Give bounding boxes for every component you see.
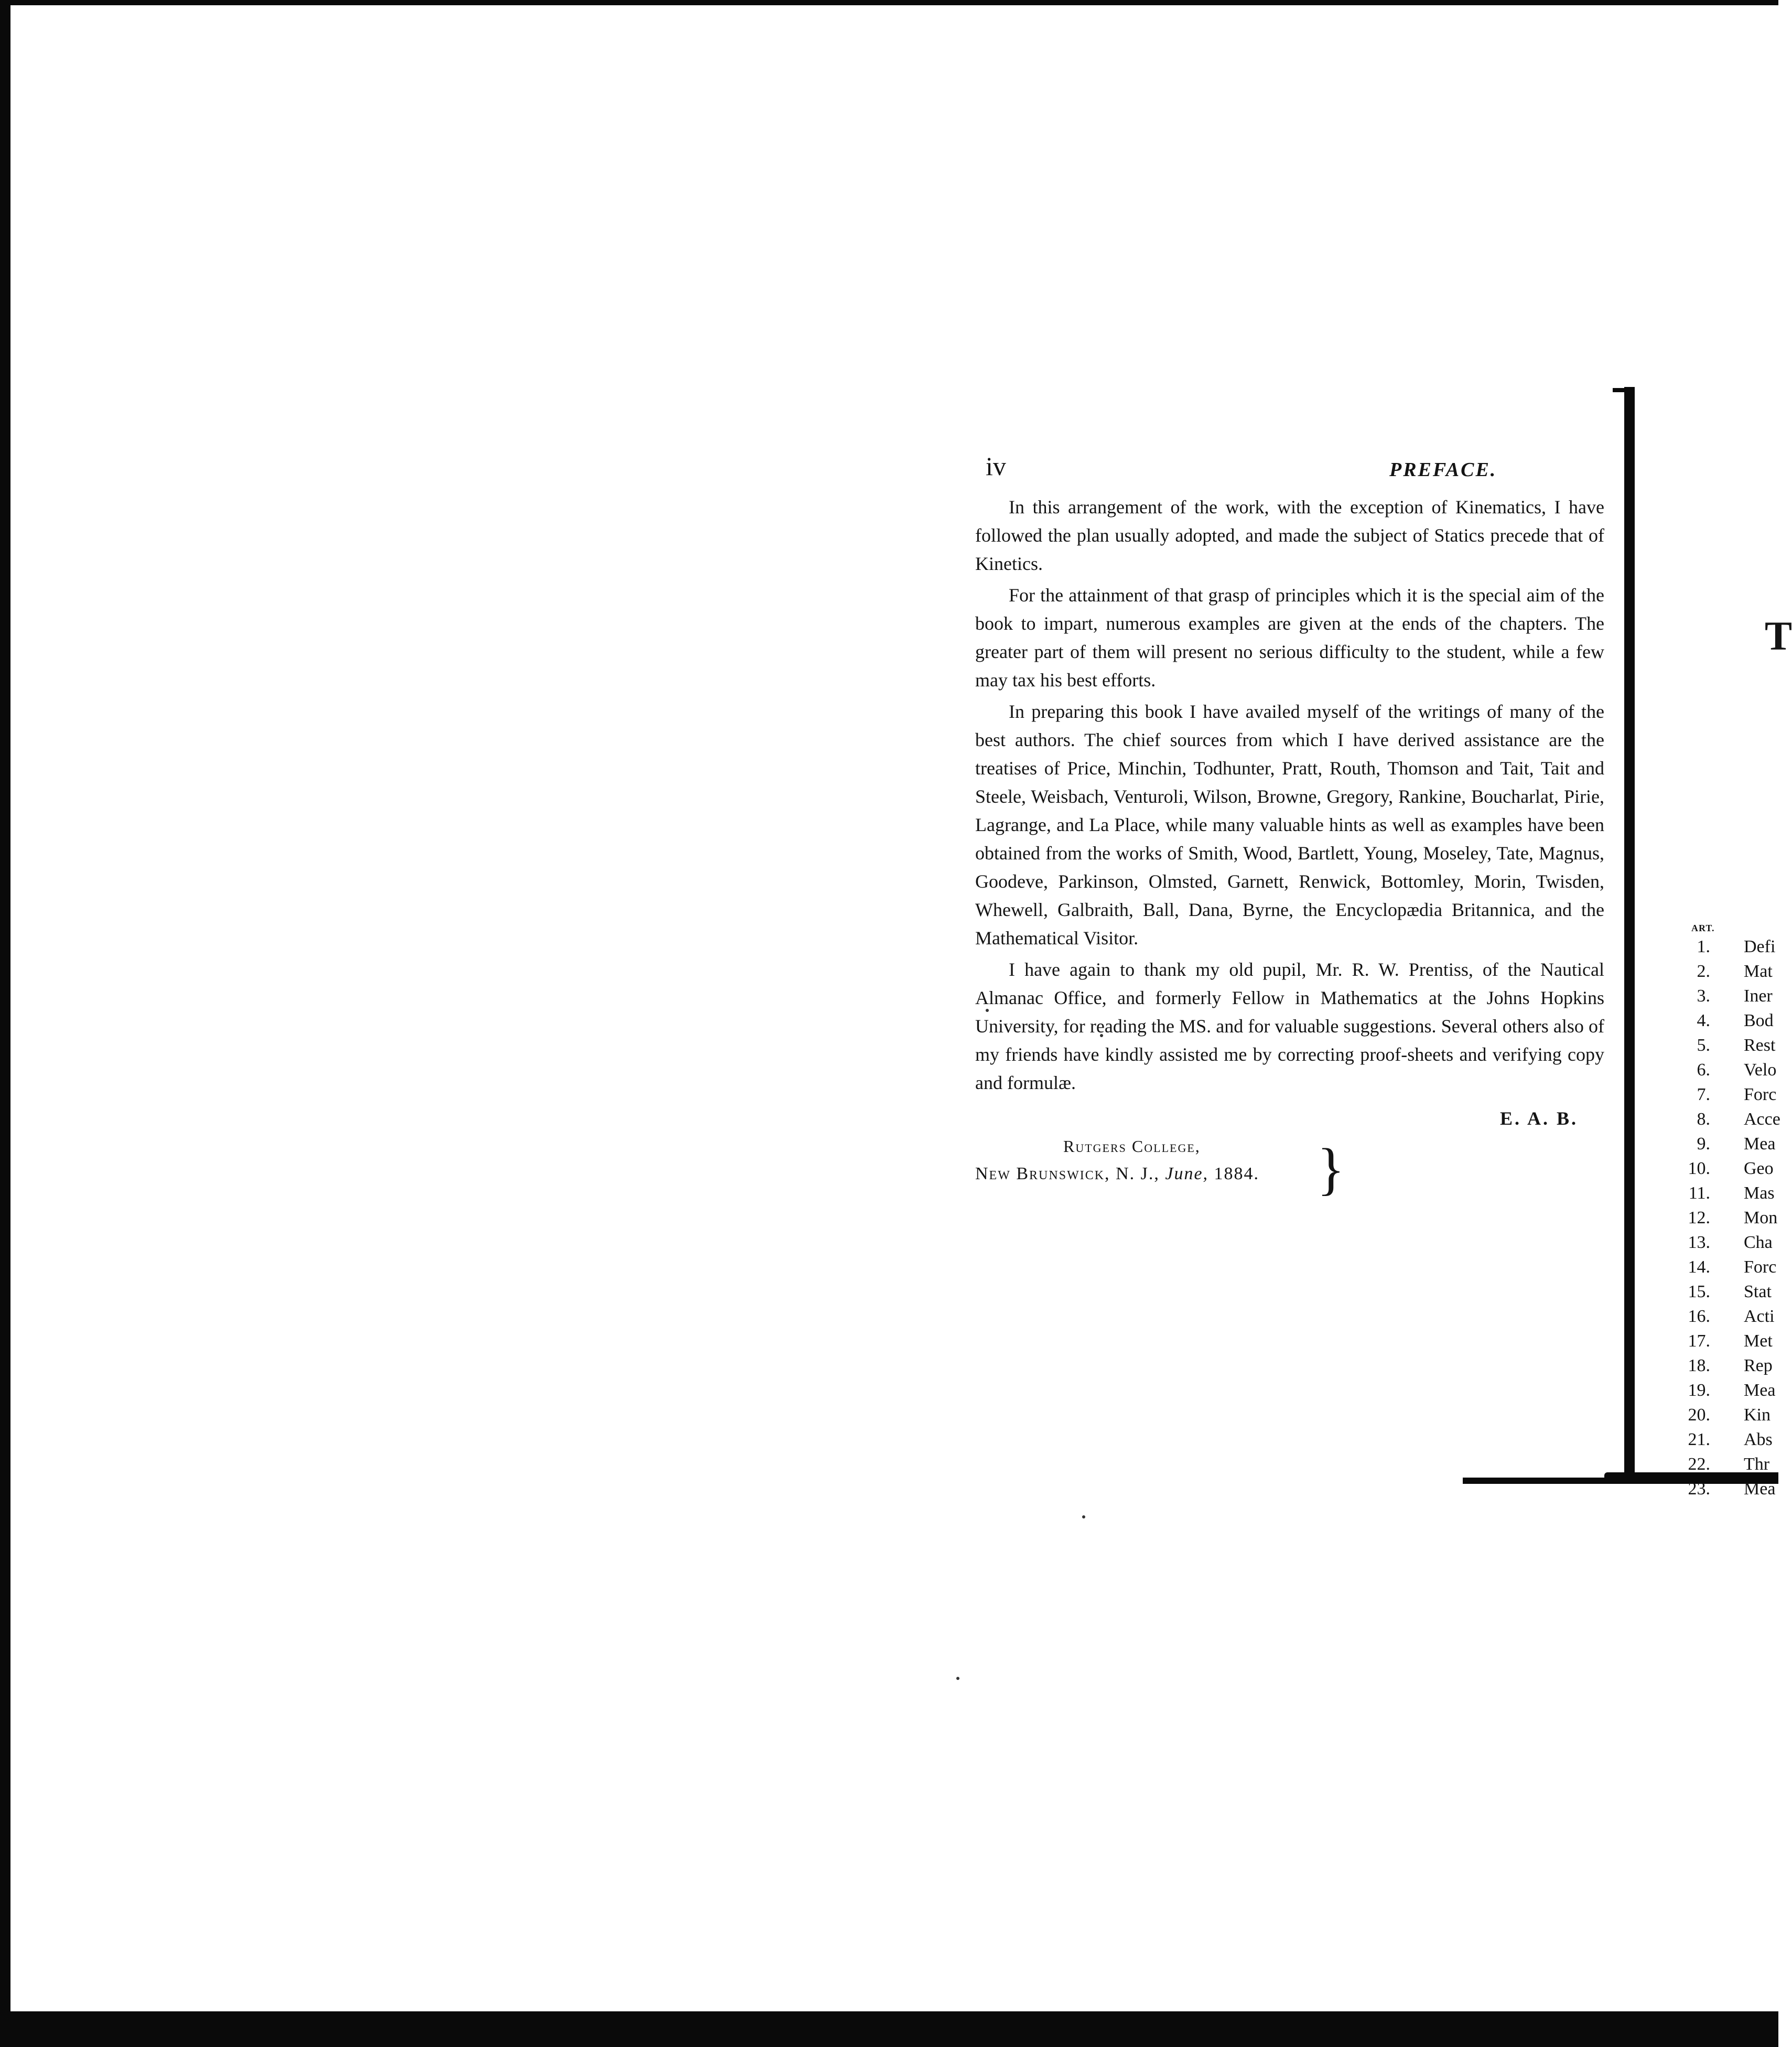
toc-text: Mea bbox=[1744, 1134, 1776, 1154]
paragraph: I have again to thank my old pupil, Mr. R. W. Prentiss, of the Nautical Almanac Office, and formerly Fellow in Mathematics at the Johns Hopkins University, for reading the MS. and for valuable suggestions. Several others also of my friends have kindly assisted me by correcting proof-sheets and verifying copy and formulæ. bbox=[975, 959, 1604, 1093]
place-and-date bbox=[975, 1137, 1615, 1200]
toc-entry bbox=[1678, 1479, 1778, 1504]
toc-text: Mas bbox=[1744, 1183, 1775, 1203]
paragraph: In this arrangement of the work, with the exception of Kinematics, I have followed the plan usually adopted, and made the subject of Statics precede that of Kinetics. bbox=[975, 497, 1604, 574]
toc-entry bbox=[1678, 1282, 1778, 1307]
toc-text: Bod bbox=[1744, 1011, 1774, 1030]
toc-number: 12. bbox=[1688, 1208, 1710, 1227]
toc-number: 16. bbox=[1688, 1307, 1710, 1326]
toc-number: 14. bbox=[1688, 1257, 1710, 1277]
toc-entry bbox=[1678, 1011, 1778, 1036]
toc-number: 3. bbox=[1697, 986, 1710, 1006]
toc-text: Velo bbox=[1744, 1060, 1777, 1080]
toc-text: Forc bbox=[1744, 1085, 1777, 1104]
toc-number: 1. bbox=[1697, 937, 1710, 956]
toc-number: 23. bbox=[1688, 1479, 1710, 1499]
toc-number: 13. bbox=[1688, 1233, 1710, 1252]
left-page bbox=[975, 440, 1615, 1200]
place-line-city-date bbox=[975, 1164, 1259, 1184]
scan-border-top bbox=[0, 0, 1778, 5]
brace-symbol: } bbox=[1317, 1137, 1345, 1201]
toc-number: 9. bbox=[1697, 1134, 1710, 1154]
toc-number: 15. bbox=[1688, 1282, 1710, 1301]
scan-speck bbox=[1082, 1515, 1085, 1518]
city-name: New Brunswick, bbox=[975, 1164, 1110, 1183]
toc-entry bbox=[1678, 937, 1778, 962]
toc-entry bbox=[1678, 1381, 1778, 1405]
running-head: PREFACE. bbox=[1389, 459, 1497, 481]
toc-entry bbox=[1678, 1183, 1778, 1208]
toc-text: Thr bbox=[1744, 1455, 1770, 1474]
toc-text: Rep bbox=[1744, 1356, 1773, 1375]
toc-text: Mea bbox=[1744, 1479, 1776, 1499]
toc-number: 7. bbox=[1697, 1085, 1710, 1104]
author-initials: E. A. B. bbox=[1499, 1108, 1578, 1129]
toc-entry bbox=[1678, 1036, 1778, 1060]
toc-text: Acti bbox=[1744, 1307, 1775, 1326]
toc-number: 19. bbox=[1688, 1381, 1710, 1400]
toc-text: Mea bbox=[1744, 1381, 1776, 1400]
toc-text: Kin bbox=[1744, 1405, 1771, 1425]
paragraph: In preparing this book I have availed myself of the writings of many of the best authors. The chief sources from which I have derived assistance are the treatises of Price, Minchin, Todhunter, Pratt, Routh, Thomson and Tait, Tait and Steele, Weisbach, Venturoli, Wilson, Browne, Gregory, Rankine, Boucharlat, Pirie, Lagrange, and La Place, while many valuable hints as well as examples have been obtained from the works of Smith, Wood, Bartlett, Young, Moseley, Tate, Magnus, Goodeve, Parkinson, Olmsted, Garnett, Renwick, Bottomley, Morin, Twisden, Whewell, Galbraith, Ball, Dana, Byrne, the Encyclopædia Britannica, and the Mathematical Visitor. bbox=[975, 701, 1604, 949]
place-line-college: Rutgers College, bbox=[1063, 1137, 1201, 1156]
table-of-contents bbox=[1678, 923, 1778, 1504]
toc-text: Defi bbox=[1744, 937, 1776, 956]
toc-entry bbox=[1678, 1405, 1778, 1430]
toc-number: 21. bbox=[1688, 1430, 1710, 1449]
toc-entry bbox=[1678, 1307, 1778, 1331]
toc-entry bbox=[1678, 1257, 1778, 1282]
toc-entry bbox=[1678, 1109, 1778, 1134]
page-header bbox=[975, 440, 1615, 482]
toc-number: 4. bbox=[1697, 1011, 1710, 1030]
toc-entry bbox=[1678, 1430, 1778, 1455]
state-name: N. J., bbox=[1110, 1164, 1165, 1183]
toc-text: Mon bbox=[1744, 1208, 1778, 1227]
chapter-title-fragment: T bbox=[1765, 613, 1792, 659]
toc-text: Stat bbox=[1744, 1282, 1772, 1301]
month-name: June, bbox=[1165, 1164, 1209, 1183]
toc-text: Rest bbox=[1744, 1036, 1776, 1055]
toc-entry bbox=[1678, 1134, 1778, 1159]
year: 1884. bbox=[1208, 1164, 1260, 1183]
toc-entry bbox=[1678, 1233, 1778, 1257]
preface-body bbox=[975, 493, 1615, 1097]
toc-number: 20. bbox=[1688, 1405, 1710, 1425]
toc-number: 18. bbox=[1688, 1356, 1710, 1375]
toc-heading: ART. bbox=[1691, 923, 1715, 933]
toc-text: Cha bbox=[1744, 1233, 1773, 1252]
toc-entry bbox=[1678, 1208, 1778, 1233]
toc-entry bbox=[1678, 1085, 1778, 1109]
scan-border-bottom bbox=[0, 2011, 1778, 2047]
toc-number: 6. bbox=[1697, 1060, 1710, 1080]
gutter-rule bbox=[1624, 387, 1635, 1483]
toc-number: 5. bbox=[1697, 1036, 1710, 1055]
paragraph: For the attainment of that grasp of principles which it is the special aim of the book to impart, numerous examples are given at the ends of the chapters. The greater part of them will present no serious difficulty to the student, while a few may tax his best efforts. bbox=[975, 585, 1604, 691]
scan-speck bbox=[956, 1677, 959, 1680]
toc-number: 17. bbox=[1688, 1331, 1710, 1351]
toc-number: 8. bbox=[1697, 1109, 1710, 1129]
toc-entry bbox=[1678, 1356, 1778, 1381]
toc-entry bbox=[1678, 1331, 1778, 1356]
toc-entry bbox=[1678, 962, 1778, 986]
toc-text: Iner bbox=[1744, 986, 1773, 1006]
toc-entry bbox=[1678, 1159, 1778, 1183]
toc-text: Acce bbox=[1744, 1109, 1780, 1129]
toc-text: Geo bbox=[1744, 1159, 1774, 1178]
toc-text: Abs bbox=[1744, 1430, 1773, 1449]
toc-number: 11. bbox=[1688, 1183, 1710, 1203]
toc-number: 2. bbox=[1697, 962, 1710, 981]
page-number: iv bbox=[986, 451, 1006, 481]
scan-border-left bbox=[0, 0, 10, 2047]
toc-text: Met bbox=[1744, 1331, 1773, 1351]
toc-entry bbox=[1678, 986, 1778, 1011]
toc-number: 22. bbox=[1688, 1455, 1710, 1474]
toc-number: 10. bbox=[1688, 1159, 1710, 1178]
toc-text: Forc bbox=[1744, 1257, 1777, 1277]
toc-text: Mat bbox=[1744, 962, 1773, 981]
right-page bbox=[1678, 598, 1792, 1594]
toc-entry bbox=[1678, 1455, 1778, 1479]
toc-entry bbox=[1678, 1060, 1778, 1085]
